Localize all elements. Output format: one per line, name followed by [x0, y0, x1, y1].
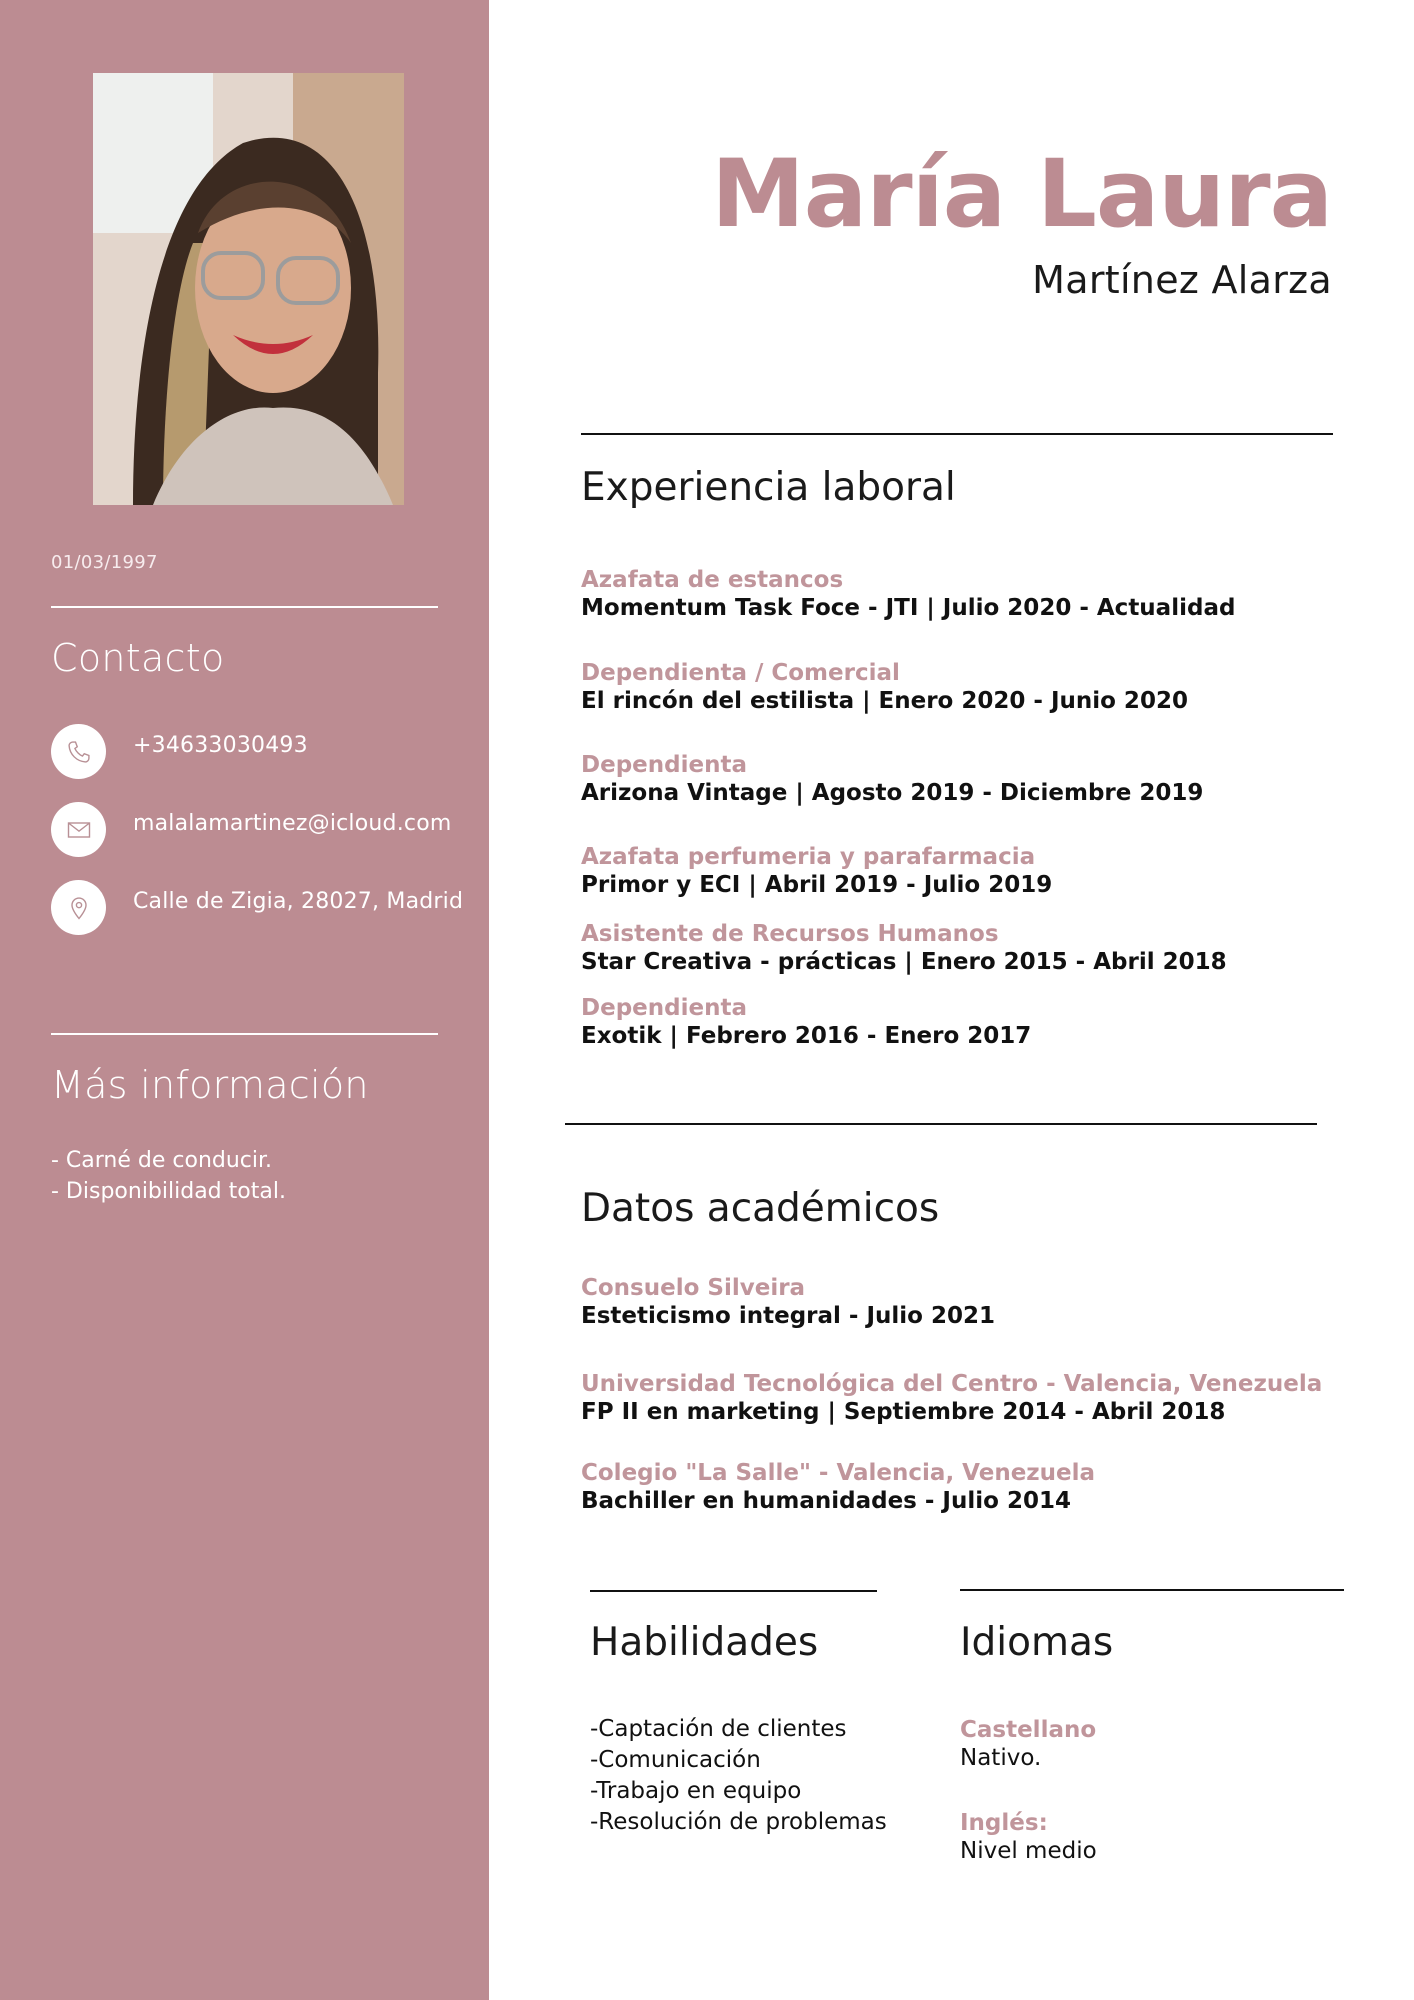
- divider: [590, 1590, 877, 1592]
- job-detail: Star Creativa - prácticas | Enero 2015 - Abril 2018: [581, 949, 1227, 975]
- job-detail: Momentum Task Foce - JTI | Julio 2020 - Actualidad: [581, 595, 1236, 621]
- mail-icon: [51, 802, 106, 857]
- experience-entry: [581, 920, 1227, 977]
- language-entry: [960, 1809, 1097, 1865]
- list-item: -Captación de clientes: [590, 1716, 847, 1742]
- degree-detail: Bachiller en humanidades - Julio 2014: [581, 1488, 1071, 1514]
- last-name: Martínez Alarza: [1032, 258, 1332, 302]
- job-title: Dependienta: [581, 995, 747, 1021]
- education-entry: [581, 1370, 1322, 1427]
- list-item: - Disponibilidad total.: [51, 1179, 286, 1204]
- job-detail: El rincón del estilista | Enero 2020 - Junio 2020: [581, 688, 1188, 714]
- contact-email: [51, 802, 451, 858]
- education-entry: [581, 1459, 1095, 1516]
- divider: [51, 1033, 438, 1035]
- language-level: Nativo.: [960, 1745, 1042, 1771]
- job-title: Azafata perfumeria y parafarmacia: [581, 844, 1036, 870]
- job-detail: Arizona Vintage | Agosto 2019 - Diciembre 2019: [581, 780, 1204, 806]
- school-name: Universidad Tecnológica del Centro - Valencia, Venezuela: [581, 1371, 1323, 1397]
- sidebar: [0, 0, 489, 2000]
- experience-entry: [581, 566, 1235, 623]
- more-info-heading: Más información: [51, 1063, 369, 1107]
- language-entry: [960, 1716, 1096, 1772]
- skills-heading: Habilidades: [590, 1620, 819, 1665]
- language-name: Castellano: [960, 1717, 1097, 1743]
- experience-entry: [581, 659, 1188, 716]
- location-pin-icon: [51, 880, 106, 935]
- degree-detail: Esteticismo integral - Julio 2021: [581, 1303, 995, 1329]
- birth-date: 01/03/1997: [51, 552, 158, 573]
- profile-photo: [93, 73, 404, 505]
- phone-number[interactable]: +34633030493: [133, 733, 308, 758]
- language-name: Inglés:: [960, 1810, 1048, 1836]
- portrait-image: [93, 73, 404, 505]
- education-heading: Datos académicos: [581, 1186, 940, 1231]
- list-item: - Carné de conducir.: [51, 1148, 273, 1173]
- job-title: Asistente de Recursos Humanos: [581, 921, 999, 947]
- job-detail: Primor y ECI | Abril 2019 - Julio 2019: [581, 872, 1053, 898]
- divider: [565, 1123, 1317, 1125]
- email-address[interactable]: malalamartinez@icloud.com: [133, 811, 452, 836]
- job-title: Dependienta: [581, 752, 747, 778]
- skills-list: [590, 1714, 887, 1838]
- more-info-list: [51, 1145, 286, 1207]
- list-item: -Comunicación: [590, 1747, 761, 1773]
- contact-heading: Contacto: [51, 636, 225, 680]
- languages-heading: Idiomas: [960, 1620, 1114, 1665]
- divider: [960, 1589, 1344, 1591]
- school-name: Colegio "La Salle" - Valencia, Venezuela: [581, 1460, 1096, 1486]
- list-item: -Trabajo en equipo: [590, 1778, 802, 1804]
- first-name: María Laura: [711, 140, 1332, 249]
- divider: [51, 606, 438, 608]
- job-detail: Exotik | Febrero 2016 - Enero 2017: [581, 1023, 1032, 1049]
- education-entry: [581, 1274, 995, 1331]
- experience-entry: [581, 843, 1052, 900]
- divider: [581, 433, 1333, 435]
- language-level: Nivel medio: [960, 1838, 1097, 1864]
- contact-address: [51, 880, 464, 936]
- street-address: Calle de Zigia, 28027, Madrid: [133, 889, 464, 914]
- contact-phone: [51, 724, 451, 780]
- job-title: Dependienta / Comercial: [581, 660, 900, 686]
- list-item: -Resolución de problemas: [590, 1809, 887, 1835]
- phone-icon: [51, 724, 106, 779]
- school-name: Consuelo Silveira: [581, 1275, 806, 1301]
- experience-entry: [581, 994, 1031, 1051]
- degree-detail: FP II en marketing | Septiembre 2014 - Abril 2018: [581, 1399, 1226, 1425]
- experience-entry: [581, 751, 1203, 808]
- job-title: Azafata de estancos: [581, 567, 844, 593]
- experience-heading: Experiencia laboral: [581, 465, 956, 510]
